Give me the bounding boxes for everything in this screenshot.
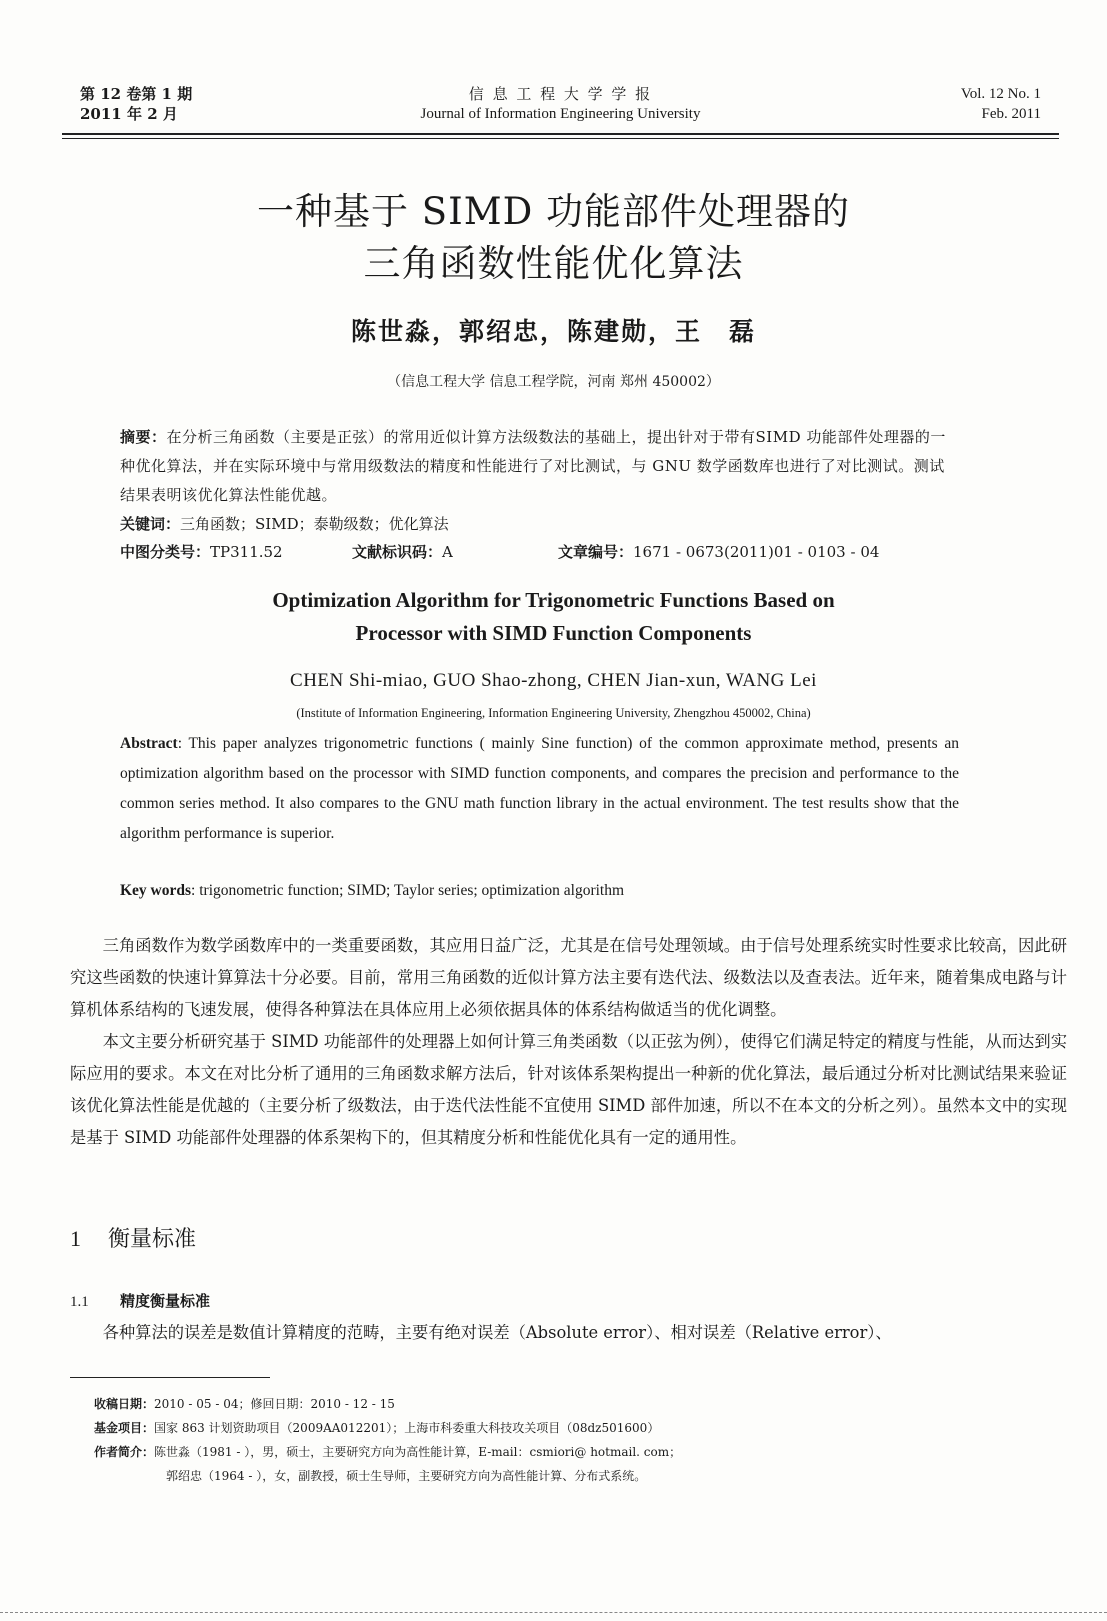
bio-label: 作者简介：	[94, 1445, 155, 1459]
section-paragraph-1: 各种算法的误差是数值计算精度的范畴，主要有绝对误差（Absolute error）、相对误差（Relative error）、	[102, 1323, 892, 1342]
bio-text-1: 陈世淼（1981 - ），男，硕士，主要研究方向为高性能计算，E-mail：csmiori@ hotmail. com；	[154, 1445, 682, 1459]
abstract-cn	[120, 423, 959, 510]
subsection-heading-1-1	[70, 1290, 210, 1311]
running-header	[62, 84, 1059, 130]
received-label: 收稿日期：	[94, 1397, 155, 1411]
keywords-en	[120, 876, 959, 906]
section-body	[70, 1317, 1067, 1349]
section-heading-1	[70, 1222, 196, 1253]
intro-paragraph-2: 本文主要分析研究基于 SIMD 功能部件的处理器上如何计算三角类函数（以正弦为例），使得它们满足特定的精度与性能，从而达到实际应用的要求。本文在对比分析了通用的三角函数求解方法后，针对该体系架构提出一种新的优化算法，最后通过分析对比测试结果来验证该优化算法性能是优越的（主要分析了级数法，由于迭代法性能不宜使用 SIMD 部件加速，所以不在本文的分析之列）。虽然本文中的实现是基于 SIMD 功能部件处理器的体系架构下的，但其精度分析和性能优化具有一定的通用性。	[70, 1032, 1067, 1147]
abstract-en-label: Abstract	[120, 735, 178, 752]
affiliation-en: (Institute of Information Engineering, Information Engineering University, Zhengzhou 450002, China)	[296, 706, 811, 720]
keywords-en-label: Key words	[120, 882, 192, 899]
abstract-cn-label: 摘要：	[120, 428, 167, 446]
footnote-received	[94, 1392, 1047, 1416]
subsection-title: 精度衡量标准	[120, 1292, 211, 1310]
footnote-fund	[94, 1416, 1047, 1440]
keywords-cn-text: 三角函数；SIMD；泰勒级数；优化算法	[180, 515, 449, 533]
doc-code	[352, 538, 453, 567]
article-number	[558, 538, 879, 567]
volume-en: Vol. 12 No. 1	[960, 86, 1041, 102]
header-right	[961, 84, 1041, 124]
footnote-rule	[70, 1377, 270, 1378]
page-bottom-border	[0, 1612, 1107, 1613]
subsection-number: 1.1	[70, 1294, 89, 1310]
article-value: 1671 - 0673(2011)01 - 0103 - 04	[633, 543, 880, 561]
abstract-en	[120, 729, 959, 849]
intro-paragraph-1: 三角函数作为数学函数库中的一类重要函数，其应用日益广泛，尤其是在信号处理领域。由于信号处理系统实时性要求比较高，因此研究这些函数的快速计算算法十分必要。目前，常用三角函数的近似计算方法主要有迭代法、级数法以及查表法。近年来，随着集成电路与计算机体系结构的飞速发展，使得各种算法在具体应用上必须依据具体的体系结构做适当的优化调整。	[70, 936, 1067, 1019]
affiliation-cn: （信息工程大学 信息工程学院，河南 郑州 450002）	[387, 374, 720, 390]
footnote-bio	[94, 1440, 1047, 1464]
fund-label: 基金项目：	[94, 1421, 155, 1435]
paper-title-en	[0, 584, 1107, 650]
title-en-line1: Optimization Algorithm for Trigonometric Functions Based on	[272, 588, 835, 612]
volume-cn: 第 12 卷第 1 期	[80, 85, 193, 103]
date-cn: 2011 年 2 月	[80, 105, 178, 123]
header-rule-thin	[62, 138, 1059, 139]
title-cn-line1: 一种基于 SIMD 功能部件处理器的	[256, 190, 851, 233]
clc-label: 中图分类号：	[120, 543, 211, 561]
journal-name-cn: 信 息 工 程 大 学 学 报	[468, 85, 653, 103]
journal-name-en: Journal of Information Engineering University	[420, 106, 701, 122]
paper-title-cn	[0, 186, 1107, 290]
footnotes	[94, 1392, 1047, 1488]
section-title: 衡量标准	[108, 1227, 197, 1252]
keywords-cn-label: 关键词：	[120, 515, 181, 533]
title-cn-line2: 三角函数性能优化算法	[363, 242, 744, 285]
article-label: 文章编号：	[558, 543, 634, 561]
section-number: 1	[70, 1226, 81, 1251]
clc-number	[120, 538, 283, 567]
received-text: 2010 - 05 - 04；修回日期：2010 - 12 - 15	[154, 1397, 395, 1411]
header-center	[62, 84, 1059, 124]
title-en-line2: Processor with SIMD Function Components	[355, 621, 752, 645]
footnote-bio-2: 郭绍忠（1964 - ），女，副教授，硕士生导师，主要研究方向为高性能计算、分布式系统。	[166, 1469, 647, 1483]
authors-cn: 陈世淼，郭绍忠，陈建勋，王 磊	[350, 317, 756, 346]
doc-label: 文献标识码：	[352, 543, 443, 561]
keywords-cn	[120, 510, 959, 539]
doc-value: A	[442, 543, 453, 561]
date-en: Feb. 2011	[981, 106, 1041, 122]
authors-en: CHEN Shi-miao, GUO Shao-zhong, CHEN Jian-xun, WANG Lei	[290, 670, 817, 691]
intro-body	[70, 930, 1067, 1154]
fund-text: 国家 863 计划资助项目（2009AA012201）；上海市科委重大科技攻关项目（08dz501600）	[154, 1421, 660, 1435]
keywords-en-text: : trigonometric function; SIMD; Taylor series; optimization algorithm	[191, 882, 625, 899]
abstract-en-text: : This paper analyzes trigonometric functions ( mainly Sine function) of the common approximate method, presents an optimization algorithm based on the processor with SIMD function components, and compares the precision and performance to the common series method. It also compares to the GNU math function library in the actual environment. The test results show that the algorithm performance is superior.	[120, 735, 959, 842]
clc-value: TP311.52	[210, 543, 283, 561]
abstract-cn-text: 在分析三角函数（主要是正弦）的常用近似计算方法级数法的基础上，提出针对于带有SIMD 功能部件处理器的一种优化算法，并在实际环境中与常用级数法的精度和性能进行了对比测试，与 GNU 数学函数库也进行了对比测试。测试结果表明该优化算法性能优越。	[120, 428, 946, 504]
header-rule-thick	[62, 133, 1059, 135]
